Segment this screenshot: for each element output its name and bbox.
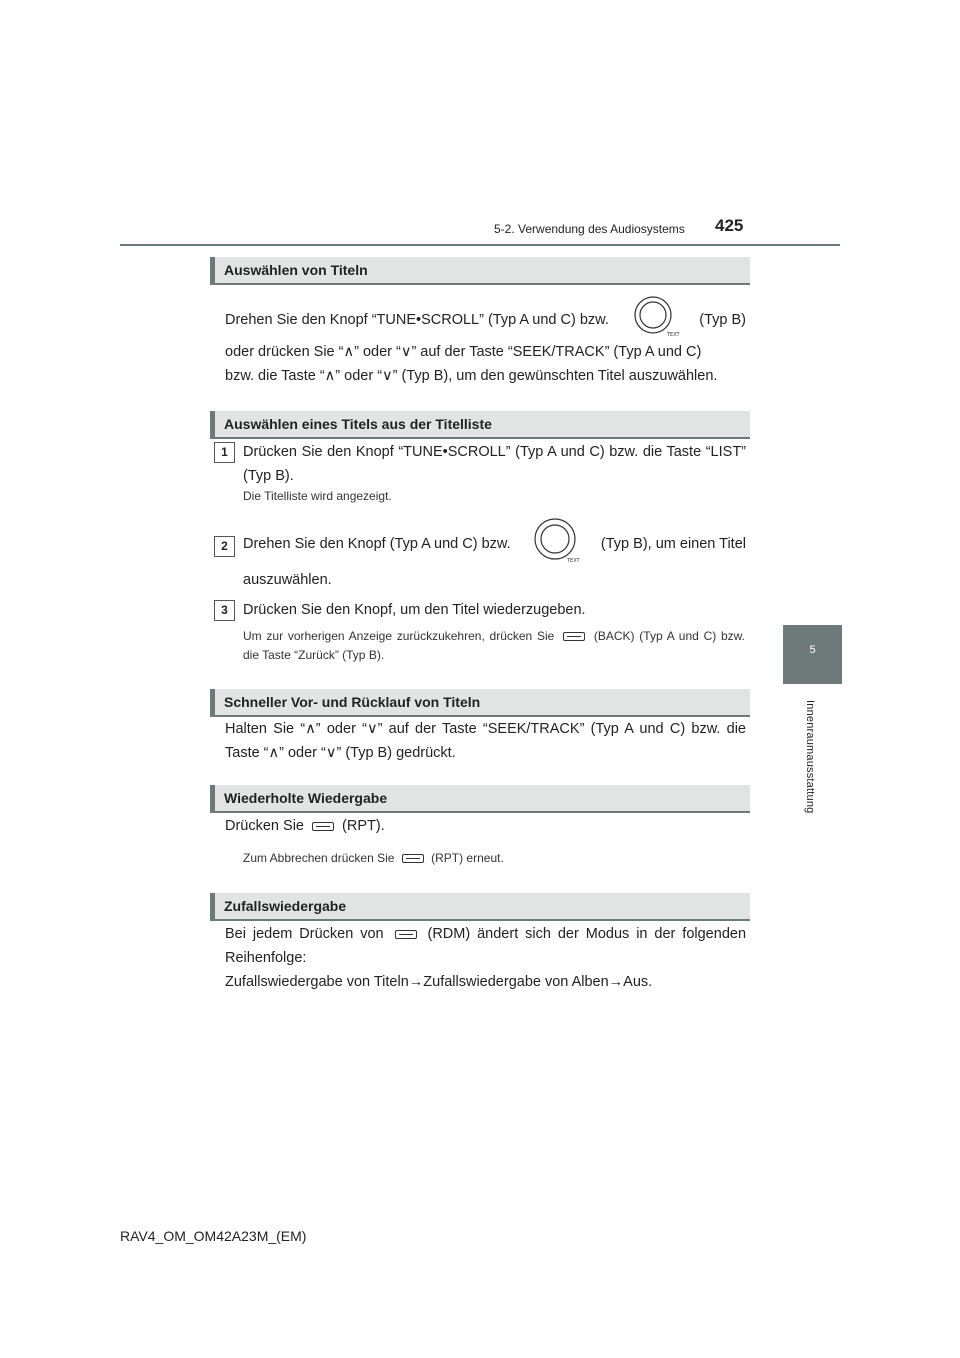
chapter-label: Innenraumausstattung: [804, 700, 816, 814]
step-number-3: 3: [214, 600, 235, 621]
step-2-text: Drehen Sie den Knopf (Typ A und C) bzw. TEXT (Typ B), um einen Titel auszuwählen.: [243, 520, 746, 592]
step-1-text: Drücken Sie den Knopf “TUNE•SCROLL” (Typ A und C) bzw. die Taste “LIST” (Typ B).: [243, 444, 746, 484]
running-header-section: 5-2. Verwendung des Audiosystems: [494, 222, 685, 236]
tune-knob-icon: [631, 296, 680, 344]
chapter-number: 5: [809, 644, 816, 656]
back-button-icon: [563, 632, 585, 641]
section-body-select-titles: Drehen Sie den Knopf “TUNE•SCROLL” (Typ A und C) bzw. TEXT (Typ B) oder drücken Sie “∧” oder “∨” auf der Taste “SEEK/TRACK” (Typ A und C) bzw. die Taste “∧” oder “∨” (Typ B), um den gewünschten Titel auszuwählen.: [225, 300, 746, 388]
rpt-button-icon: [402, 854, 424, 863]
step-3-text: Drücken Sie den Knopf, um den Titel wiederzugeben.: [243, 602, 586, 618]
header-rule: [120, 244, 840, 246]
step-3-note: Um zur vorherigen Anzeige zurückzukehren, drücken Sie (BACK) (Typ A und C) bzw. die Taste “Zurück” (Typ B).: [243, 629, 745, 662]
section-heading-fast-forward: Schneller Vor- und Rücklauf von Titeln: [210, 689, 750, 717]
document-code: RAV4_OM_OM42A23M_(EM): [120, 1228, 307, 1244]
rdm-button-icon: [395, 930, 417, 939]
section-body-fast-forward: Halten Sie “∧” oder “∨” auf der Taste “SEEK/TRACK” (Typ A und C) bzw. die Taste “∧” oder “∨” (Typ B) gedrückt.: [225, 721, 746, 761]
section-body-random: Bei jedem Drücken von (RDM) ändert sich der Modus in der folgenden Reihenfolge: Zufallswiedergabe von Titeln→Zufallswiedergabe von Alben→Aus.: [225, 926, 747, 990]
step-number-1: 1: [214, 442, 235, 463]
tune-knob-icon: [533, 517, 579, 571]
step-1-note: Die Titelliste wird angezeigt.: [243, 489, 392, 503]
repeat-note: Zum Abbrechen drücken Sie (RPT) erneut.: [243, 851, 504, 865]
step-number-2: 2: [214, 536, 235, 557]
section-heading-select-from-list: Auswählen eines Titels aus der Titelliste: [210, 411, 750, 439]
section-heading-select-titles: Auswählen von Titeln: [210, 257, 750, 285]
rpt-button-icon: [312, 822, 334, 831]
section-heading-repeat: Wiederholte Wiedergabe: [210, 785, 750, 813]
section-body-repeat: Drücken Sie (RPT).: [225, 818, 385, 834]
svg-text:TEXT: TEXT: [566, 558, 580, 564]
section-heading-random: Zufallswiedergabe: [210, 893, 750, 921]
page-number: 425: [715, 216, 744, 235]
svg-text:TEXT: TEXT: [667, 332, 680, 338]
